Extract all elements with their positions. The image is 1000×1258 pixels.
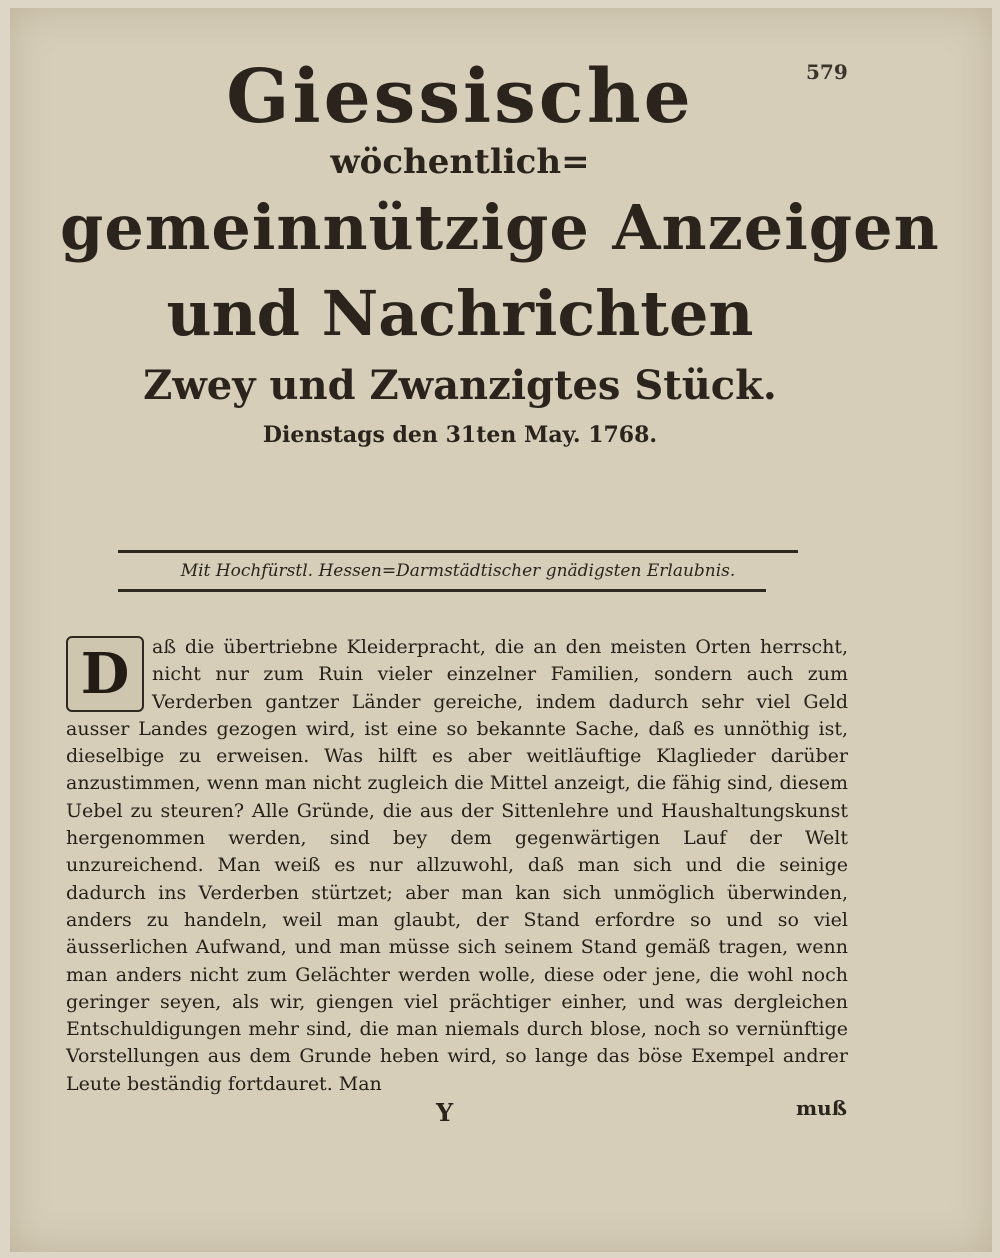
masthead-title-woechentlich: wöchentlich= [330,142,590,182]
catchword: muß [796,1096,847,1120]
imprint-rule-top [118,550,798,553]
article-body: aß die übertriebne Kleiderpracht, die an den meisten Orten herrscht, nicht nur zum Ruin vieler einzelner Familien, sondern auch zum Verderben gantzer Länder gereiche, indem dadurch sehr viel Geld ausser Landes gezogen wird, ist eine so bekannte Sache, daß es unnöthig ist, dieselbige zu erweisen. Was hilft es aber weitläuftige Klaglieder darüber anzustimmen, wenn man nicht zugleich die Mittel anzeigt, die fähig sind, diesem Uebel zu steuren? Alle Gründe, die aus der Sittenlehre und Haushaltungskunst hergenommen werden, sind bey dem gegenwärtigen Lauf der Welt unzureichend. Man weiß es nur allzuwohl, daß man sich und die seinige dadurch ins Verderben stürtzet; aber man kan sich unmöglich überwinden, anders zu handeln, weil man glaubt, der Stand erfordre so und so viel äusserlichen Aufwand, und man müsse sich seinem Stand gemäß tragen, wenn man anders nicht zum Gelächter werden wolle, diese oder jene, die wohl noch geringer seyen, als wir, giengen viel prächtiger einher, und was dergleichen Entschuldigungen mehr sind, die man niemals durch blose, noch so vernünftige Vorstellungen aus dem Grunde heben wird, so lange das böse Exempel andrer Leute beständig fortdauret. Man [66,636,848,1095]
masthead-title-giessische: Giessische [226,54,694,140]
signature-mark: Y [436,1098,454,1127]
page-number: 579 [806,60,848,84]
masthead-title-anzeigen: gemeinnützige Anzeigen [60,191,940,264]
imprint-line: Mit Hochfürstl. Hessen=Darmstädtischer gnädigsten Erlaubnis. [180,561,736,581]
drop-cap-initial: D [66,636,144,712]
article [66,634,848,1098]
masthead-title-nachrichten: und Nachrichten [166,277,754,350]
issue-date: Dienstags den 31ten May. 1768. [262,422,658,448]
imprint-rule-bottom [118,589,766,592]
issue-number: Zwey und Zwanzigtes Stück. [143,362,777,409]
masthead [60,54,940,455]
